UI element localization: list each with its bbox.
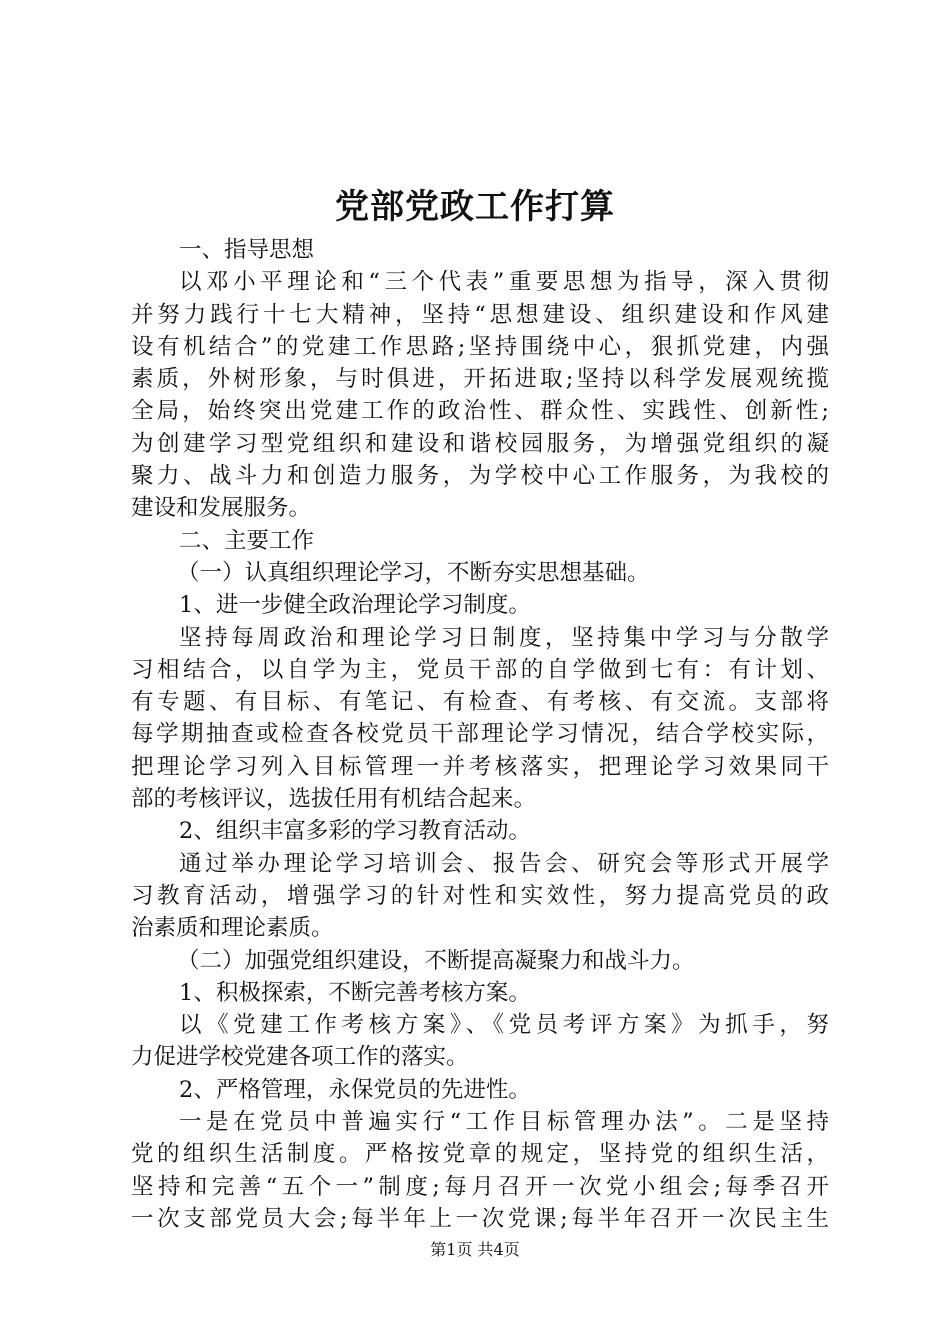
paragraph-line: 并努力践行十七大精神，坚持“思想建设、组织建设和作风建	[131, 301, 829, 328]
paragraph-line: 聚力、战斗力和创造力服务，为学校中心工作服务，为我校的	[131, 463, 829, 490]
subsection-heading-1: （一）认真组织理论学习，不断夯实思想基础。	[177, 559, 650, 586]
paragraph-line: 力促进学校党建各项工作的落实。	[131, 1044, 469, 1071]
paragraph-line: 习教育活动，增强学习的针对性和实效性，努力提高党员的政	[131, 882, 829, 909]
page-number-footer: 第1页 共4页	[430, 1240, 520, 1259]
document-title: 党部党政工作打算	[335, 187, 615, 227]
item-heading: 2、组织丰富多彩的学习教育活动。	[179, 818, 531, 845]
paragraph-line: 部的考核评议，选拔任用有机结合起来。	[131, 786, 537, 813]
paragraph-line: 素质，外树形象，与时俱进，开拓进取;坚持以科学发展观统揽	[131, 366, 829, 393]
paragraph-line: 有专题、有目标、有笔记、有检查、有考核、有交流。支部将	[131, 689, 829, 716]
paragraph-line: 以《党建工作考核方案》、《党员考评方案》为抓手，努	[179, 1012, 829, 1039]
section-heading-main-work: 二、主要工作	[179, 527, 315, 554]
paragraph-line: 坚持每周政治和理论学习日制度，坚持集中学习与分散学	[179, 624, 829, 651]
item-heading: 1、进一步健全政治理论学习制度。	[179, 592, 531, 619]
paragraph-line: 设有机结合”的党建工作思路;坚持围绕中心，狠抓党建，内强	[131, 333, 829, 360]
paragraph-line: 以邓小平理论和“三个代表”重要思想为指导，深入贯彻	[179, 269, 829, 296]
paragraph-line: 全局，始终突出党建工作的政治性、群众性、实践性、创新性;	[131, 398, 829, 425]
paragraph-line: 把理论学习列入目标管理一并考核落实，把理论学习效果同干	[131, 753, 829, 780]
item-heading: 1、积极探索，不断完善考核方案。	[179, 979, 531, 1006]
paragraph-line: 一是在党员中普遍实行“工作目标管理办法”。二是坚持	[179, 1109, 829, 1136]
paragraph-line: 每学期抽查或检查各校党员干部理论学习情况，结合学校实际，	[131, 721, 829, 748]
paragraph-line: 治素质和理论素质。	[131, 915, 334, 942]
paragraph-line: 一次支部党员大会;每半年上一次党课;每半年召开一次民主生	[131, 1205, 829, 1232]
item-heading: 2、严格管理，永保党员的先进性。	[179, 1076, 531, 1103]
paragraph-line: 党的组织生活制度。严格按党章的规定，坚持党的组织生活，	[131, 1141, 829, 1168]
document-body	[131, 234, 829, 1235]
paragraph-line: 通过举办理论学习培训会、报告会、研究会等形式开展学	[179, 850, 829, 877]
paragraph-line: 坚持和完善“五个一”制度;每月召开一次党小组会;每季召开	[131, 1173, 829, 1200]
paragraph-line: 建设和发展服务。	[131, 495, 312, 522]
paragraph-line: 习相结合，以自学为主，党员干部的自学做到七有：有计划、	[131, 656, 829, 683]
paragraph-line: 为创建学习型党组织和建设和谐校园服务，为增强党组织的凝	[131, 430, 829, 457]
subsection-heading-2: （二）加强党组织建设，不断提高凝聚力和战斗力。	[177, 947, 695, 974]
section-heading-guiding-thought: 一、指导思想	[179, 237, 315, 263]
